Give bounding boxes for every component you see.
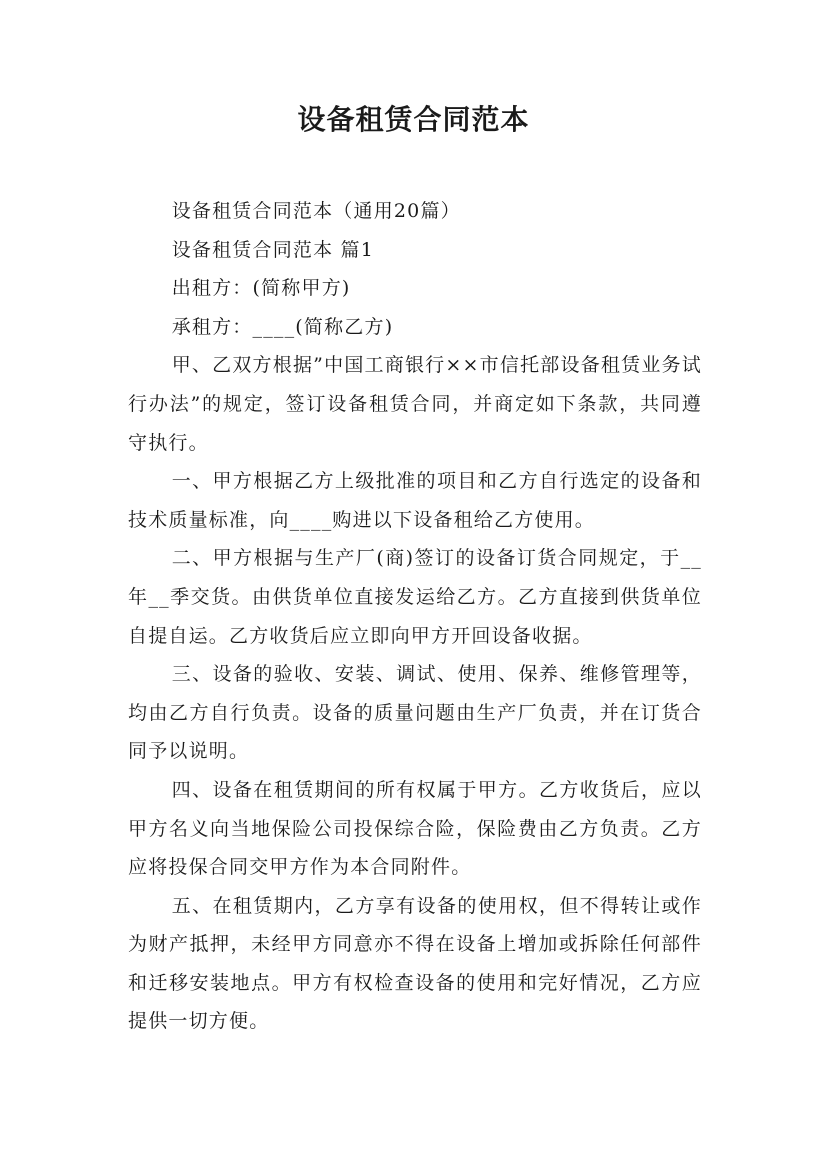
document-title: 设备租赁合同范本 [297,103,530,136]
section-heading: 设备租赁合同范本 篇1 [171,238,375,261]
clause-3: 三、设备的验收、安装、调试、使用、保养、维修管理等，均由乙方自行负责。设备的质量问题由生产厂负责，并在订货合同予以说明。 [128,663,702,763]
preamble-paragraph: 甲、乙双方根据”中国工商银行××市信托部设备租赁业务试行办法”的规定，签订设备租赁合同，并商定如下条款，共同遵守执行。 [128,354,702,454]
lessee-line: 承租方：____(简称乙方) [171,315,394,338]
lessor-line: 出租方：(简称甲方) [171,277,351,300]
subtitle-paragraph: 设备租赁合同范本（通用20篇） [171,200,461,222]
clause-4: 四、设备在租赁期间的所有权属于甲方。乙方收货后，应以甲方名义向当地保险公司投保综合险，保险费由乙方负责。乙方应将投保合同交甲方作为本合同附件。 [128,778,702,879]
clause-2: 二、甲方根据与生产厂(商)签订的设备订货合同规定，于__年__季交货。由供货单位直接发运给乙方。乙方直接到供货单位自提自运。乙方收货后应立即向甲方开回设备收据。 [128,547,702,647]
clause-1: 一、甲方根据乙方上级批准的项目和乙方自行选定的设备和技术质量标准，向____购进以下设备租给乙方使用。 [128,470,702,531]
clause-5: 五、在租赁期内，乙方享有设备的使用权，但不得转让或作为财产抵押，未经甲方同意亦不得在设备上增加或拆除任何部件和迁移安装地点。甲方有权检查设备的使用和完好情况，乙方应提供一切方便。 [128,894,702,1033]
document-body [128,192,702,1041]
